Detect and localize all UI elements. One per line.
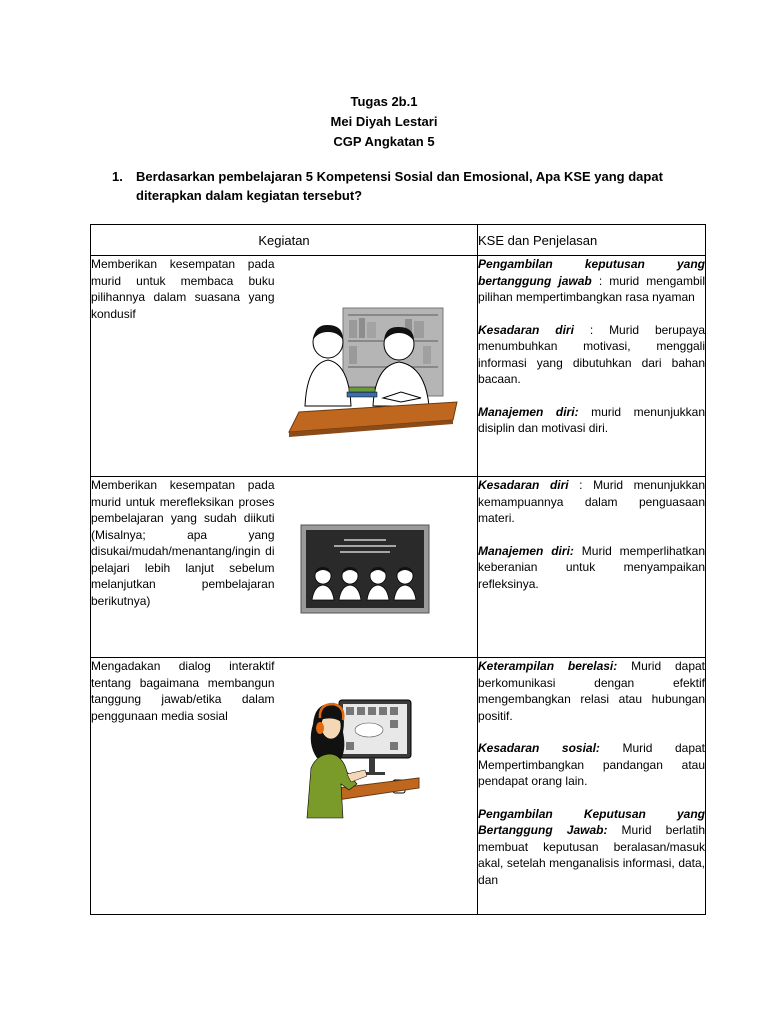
table-row: [91, 658, 706, 915]
kse-description: Murid berlatih membuat keputusan beralasan/masuk akal, setelah menganalisis informasi, data, dan: [478, 823, 706, 887]
column-header-kse: KSE dan Penjelasan: [478, 225, 706, 256]
kse-keyword: Kesadaran diri: [478, 322, 574, 337]
kse-table: [90, 224, 706, 915]
kse-keyword: Manajemen diri:: [478, 543, 574, 558]
table-header-row: [91, 225, 706, 256]
kegiatan-cell: Mengadakan dialog interaktif tentang bagaimana membangun tanggung jawab/etika dalam penggunaan media sosial: [91, 658, 275, 915]
table-row: [91, 256, 706, 477]
kse-keyword: Kesadaran sosial:: [478, 741, 600, 755]
table-row: [91, 477, 706, 658]
students-reading-illustration: [283, 306, 463, 446]
document-header: [0, 92, 768, 152]
assignment-title: Tugas 2b.1: [350, 94, 418, 109]
illustration-cell: [275, 658, 478, 915]
illustration-cell: [275, 256, 478, 477]
kse-item: [478, 740, 705, 790]
question-text: Berdasarkan pembelajaran 5 Kompetensi Sosial dan Emosional, Apa KSE yang dapat diterapkan dalam kegiatan tersebut?: [136, 169, 663, 203]
kse-item: Pengambilan keputusan yang bertanggung jawab : murid mengambil pilihan mempertimbangkan rasa nyaman: [478, 257, 706, 304]
author-name: Mei Diyah Lestari: [330, 114, 438, 129]
kse-keyword: Keterampilan berelasi:: [478, 659, 618, 673]
kse-description: Murid dapat Mempertimbangkan pandangan atau pendapat orang lain.: [478, 741, 706, 788]
kse-item: [478, 404, 705, 437]
kse-keyword: Manajemen diri:: [478, 404, 579, 419]
kse-keyword: Kesadaran diri: [478, 478, 569, 492]
illustration-cell: [275, 477, 478, 658]
kse-description: Murid dapat berkomunikasi dengan efektif mengembangkan relasi atau hubungan positif.: [478, 659, 706, 723]
kegiatan-cell: Memberikan kesempatan pada murid untuk membaca buku pilihannya dalam suasana yang kondusif: [91, 256, 275, 477]
kse-explanation-cell: [478, 658, 706, 915]
kse-explanation-cell: [478, 256, 706, 477]
kse-description: murid mengambil pilihan mempertimbangkan rasa nyaman: [478, 273, 705, 304]
kse-item: [478, 658, 705, 724]
online-dialog-illustration: [303, 692, 423, 822]
program-name: CGP Angkatan 5: [333, 134, 435, 149]
kse-explanation-cell: [478, 477, 706, 658]
kse-item: [478, 543, 705, 593]
kse-description: Murid menunjukkan kemampuannya dalam penguasaan materi.: [478, 478, 706, 525]
kse-description: Murid memperlihatkan keberanian untuk menyampaikan refleksinya.: [478, 543, 706, 591]
kegiatan-cell: Memberikan kesempatan pada murid untuk merefleksikan proses pembelajaran yang sudah diikuti (Misalnya; apa yang disukai/mudah/menantang/ingin di pelajari lebih lanjut sebelum melanjutkan pembelajaran berikutnya): [91, 477, 275, 658]
kse-description: murid menunjukkan disiplin dan motivasi diri.: [478, 404, 706, 435]
column-header-kegiatan: Kegiatan: [91, 225, 478, 256]
reflection-board-illustration: [300, 524, 430, 614]
kse-item: Kesadaran diri : Murid menunjukkan kemampuannya dalam penguasaan materi.: [478, 478, 706, 525]
kse-description: Murid berupaya menumbuhkan motivasi, menggali informasi yang dibutuhkan dari bahan bacaan.: [478, 322, 706, 386]
kse-keyword: Pengambilan Keputusan yang Bertanggung Jawab:: [478, 806, 706, 837]
kse-keyword: Pengambilan keputusan yang bertanggung jawab: [478, 257, 706, 288]
kse-item: Kesadaran diri : Murid berupaya menumbuhkan motivasi, menggali informasi yang dibutuhkan dari bahan bacaan.: [478, 322, 706, 386]
question: [112, 167, 672, 205]
question-number: 1.: [112, 169, 123, 184]
kse-item: [478, 806, 705, 889]
